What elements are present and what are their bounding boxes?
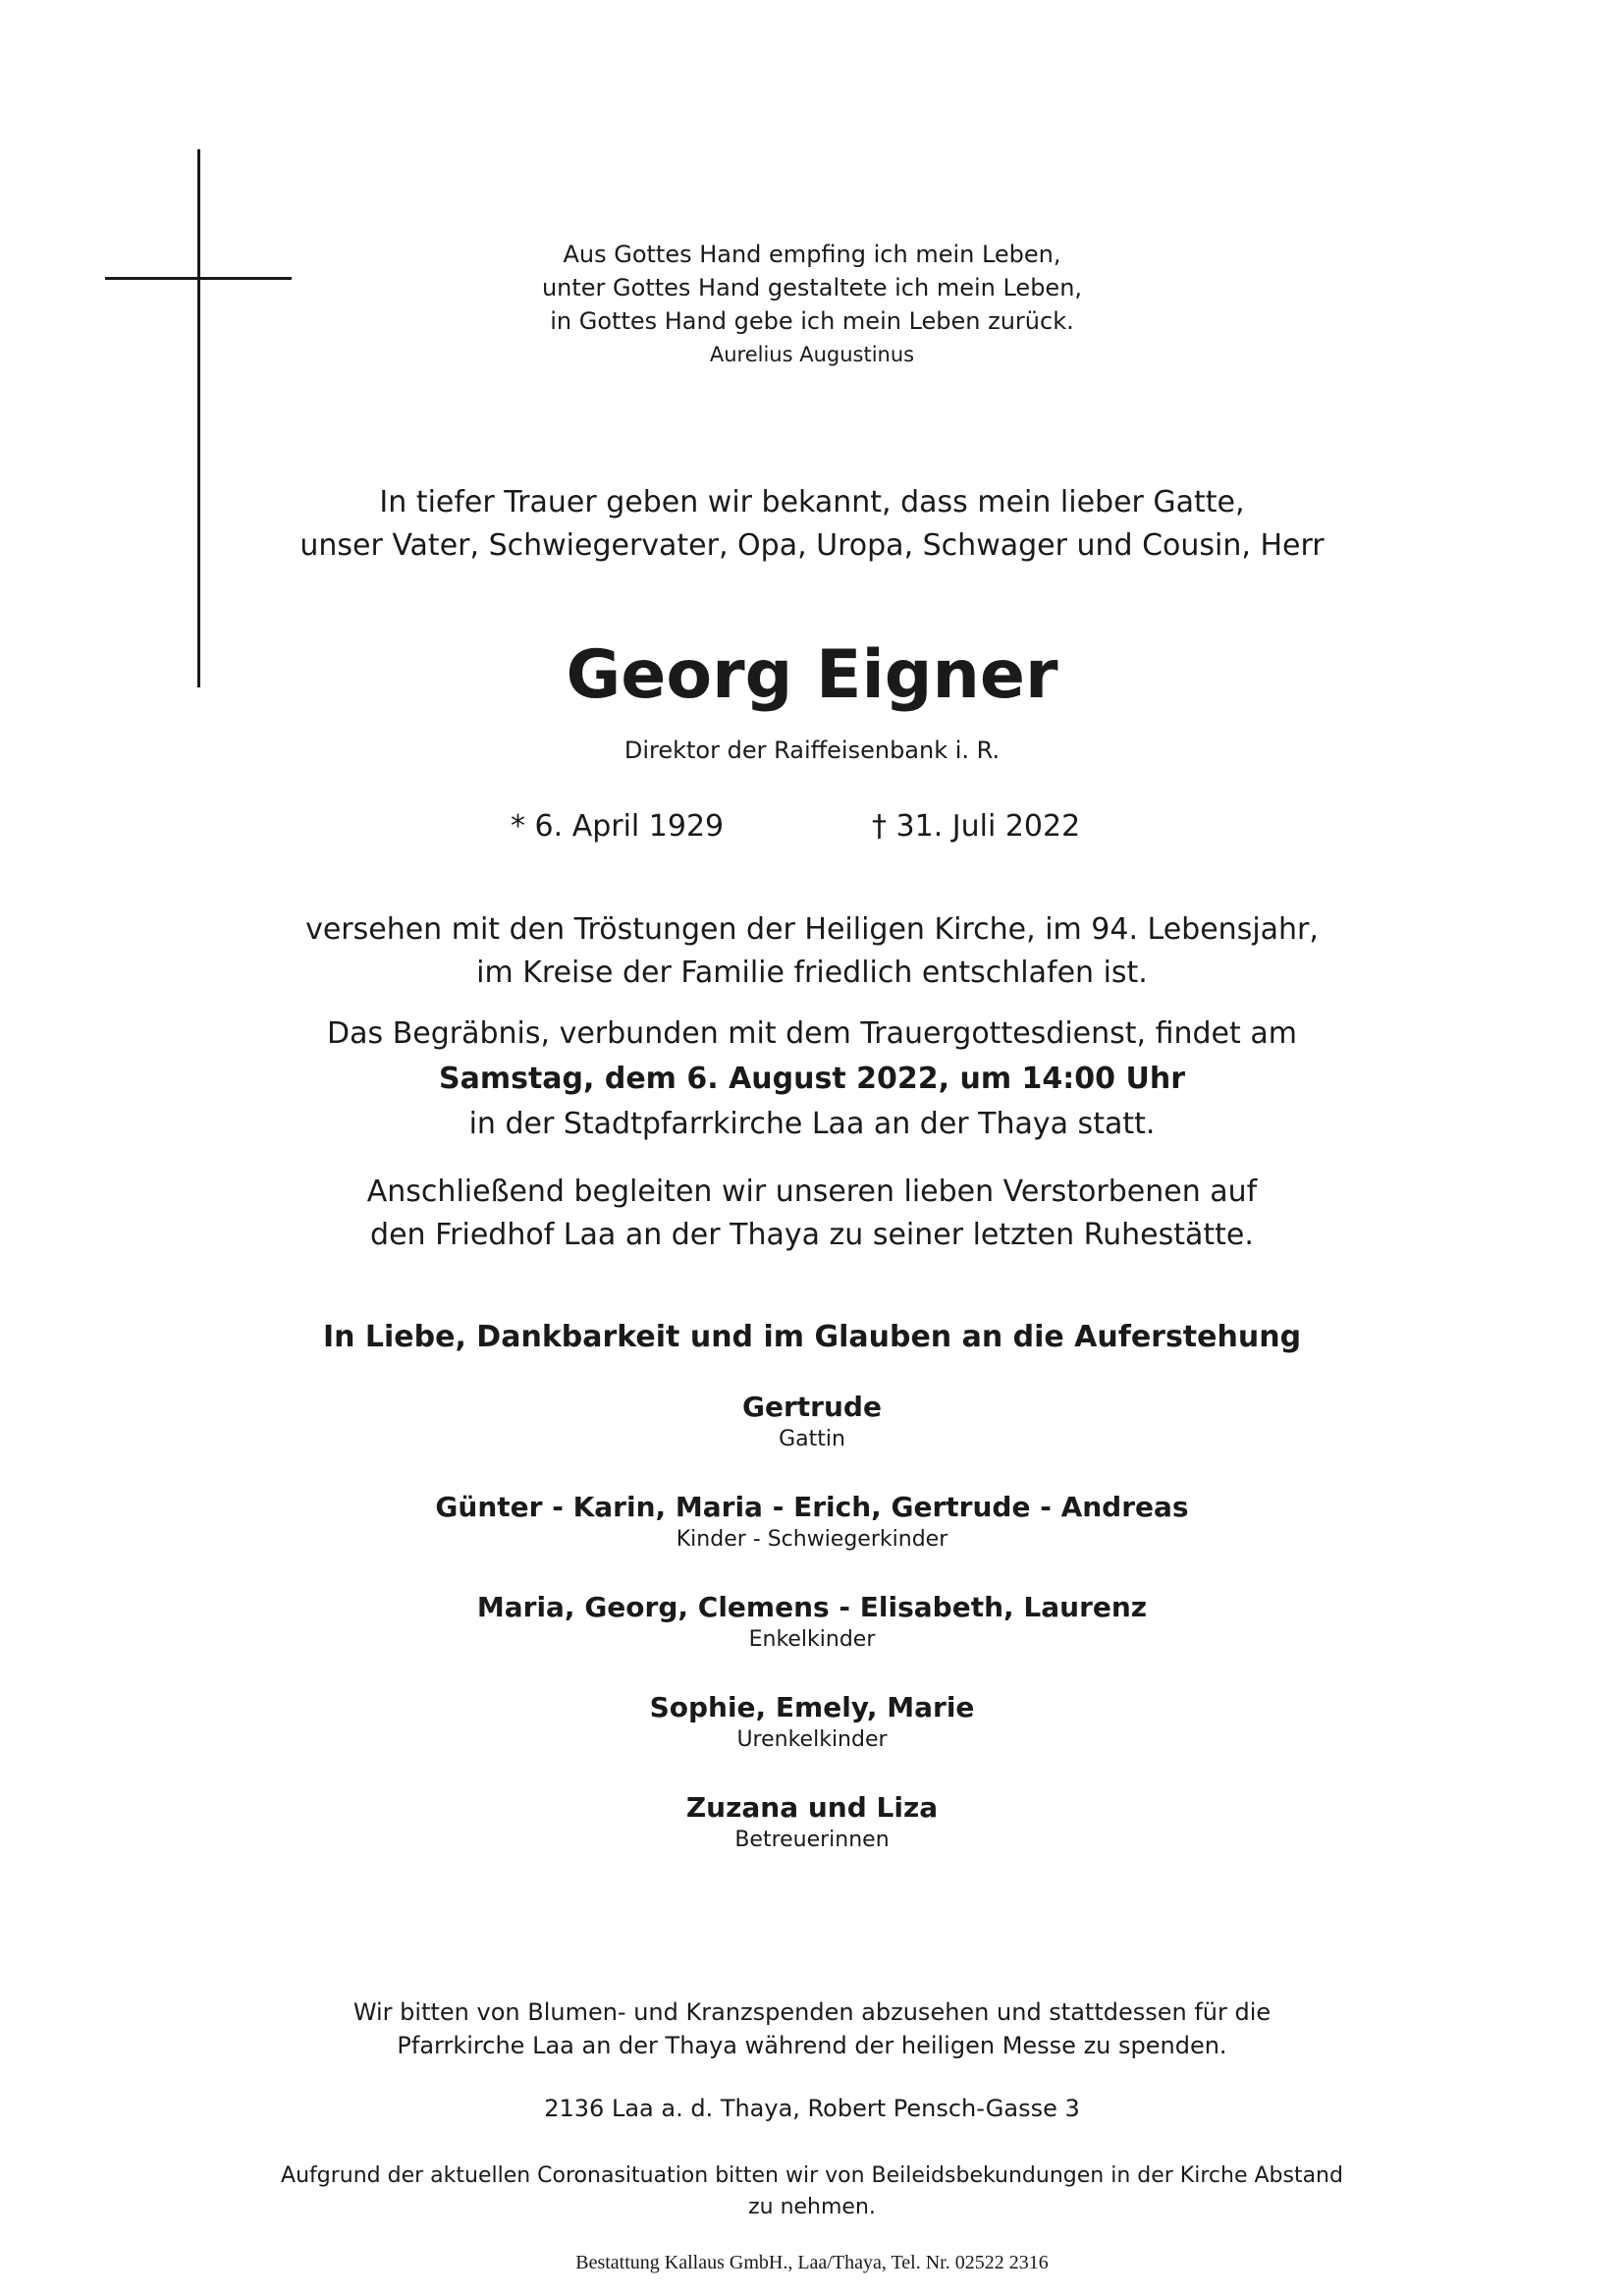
family-role: Enkelkinder [748,1627,876,1652]
announcement [0,481,1624,568]
family-names: Zuzana und Liza [685,1791,939,1824]
family-group [0,1390,1624,1454]
donation-request [0,1995,1624,2062]
quote-line: Aus Gottes Hand empfing ich mein Leben, [563,241,1061,268]
deceased-title: Direktor der Raiffeisenbank i. R. [623,737,1001,764]
family-group [0,1690,1624,1755]
announcement-line: unser Vater, Schwiegervater, Opa, Uropa, Schwager und Cousin, Herr [299,528,1325,563]
closing-phrase: In Liebe, Dankbarkeit und im Glauben an die Auferstehung [322,1320,1302,1354]
family-group [0,1790,1624,1855]
family-role: Kinder - Schwiegerkinder [676,1527,948,1552]
burial-info [0,1171,1624,1257]
passing-line: versehen mit den Tröstungen der Heiligen Kirche, im 94. Lebensjahr, [305,912,1319,947]
deceased-name: Georg Eigner [566,636,1058,714]
undertaker-footer: Bestattung Kallaus GmbH., Laa/Thaya, Tel. Nr. 02522 2316 [575,2252,1049,2273]
announcement-line: In tiefer Trauer geben wir bekannt, dass mein lieber Gatte, [379,485,1245,519]
corona-line: zu nehmen. [748,2195,876,2219]
funeral-line: Das Begräbnis, verbunden mit dem Trauergottesdienst, findet am [327,1016,1297,1051]
family-names: Günter - Karin, Maria - Erich, Gertrude - Andreas [435,1491,1189,1523]
funeral-location: in der Stadtpfarrkirche Laa an der Thaya statt. [468,1107,1156,1141]
family-group [0,1590,1624,1655]
family-names: Sophie, Emely, Marie [649,1691,975,1723]
corona-line: Aufgrund der aktuellen Coronasituation bitten wir von Beileidsbekundungen in der Kirche Abstand [281,2163,1343,2188]
family-names: Maria, Georg, Clemens - Elisabeth, Laurenz [476,1591,1148,1623]
quote-line: in Gottes Hand gebe ich mein Leben zurück. [550,307,1074,335]
donation-line: Pfarrkirche Laa an der Thaya während der heiligen Messe zu spenden. [397,2032,1227,2059]
burial-line: den Friedhof Laa an der Thaya zu seiner letzten Ruhestätte. [370,1218,1254,1252]
family-role: Betreuerinnen [734,1828,890,1852]
burial-line: Anschließend begleiten wir unseren lieben Verstorbenen auf [366,1175,1258,1209]
donation-line: Wir bitten von Blumen- und Kranzspenden abzusehen und stattdessen für die [352,1998,1272,2026]
address: 2136 Laa a. d. Thaya, Robert Pensch-Gasse 3 [544,2095,1080,2122]
death-date: † 31. Juli 2022 [872,809,1081,844]
funeral-info [0,1011,1624,1147]
bible-quote [0,238,1624,371]
passing-text [0,908,1624,995]
quote-line: unter Gottes Hand gestaltete ich mein Leben, [541,274,1083,301]
passing-line: im Kreise der Familie friedlich entschlafen ist. [476,956,1148,990]
family-list [0,1390,1624,1890]
birth-date: * 6. April 1929 [511,809,725,844]
quote-author: Aurelius Augustinus [709,343,915,366]
family-role: Urenkelkinder [736,1727,888,1752]
cross-icon-vertical [197,149,200,687]
family-names: Gertrude [742,1391,882,1423]
family-role: Gattin [779,1427,845,1451]
corona-note [0,2160,1624,2223]
funeral-date-time: Samstag, dem 6. August 2022, um 14:00 Uhr [438,1062,1185,1096]
family-group [0,1490,1624,1555]
